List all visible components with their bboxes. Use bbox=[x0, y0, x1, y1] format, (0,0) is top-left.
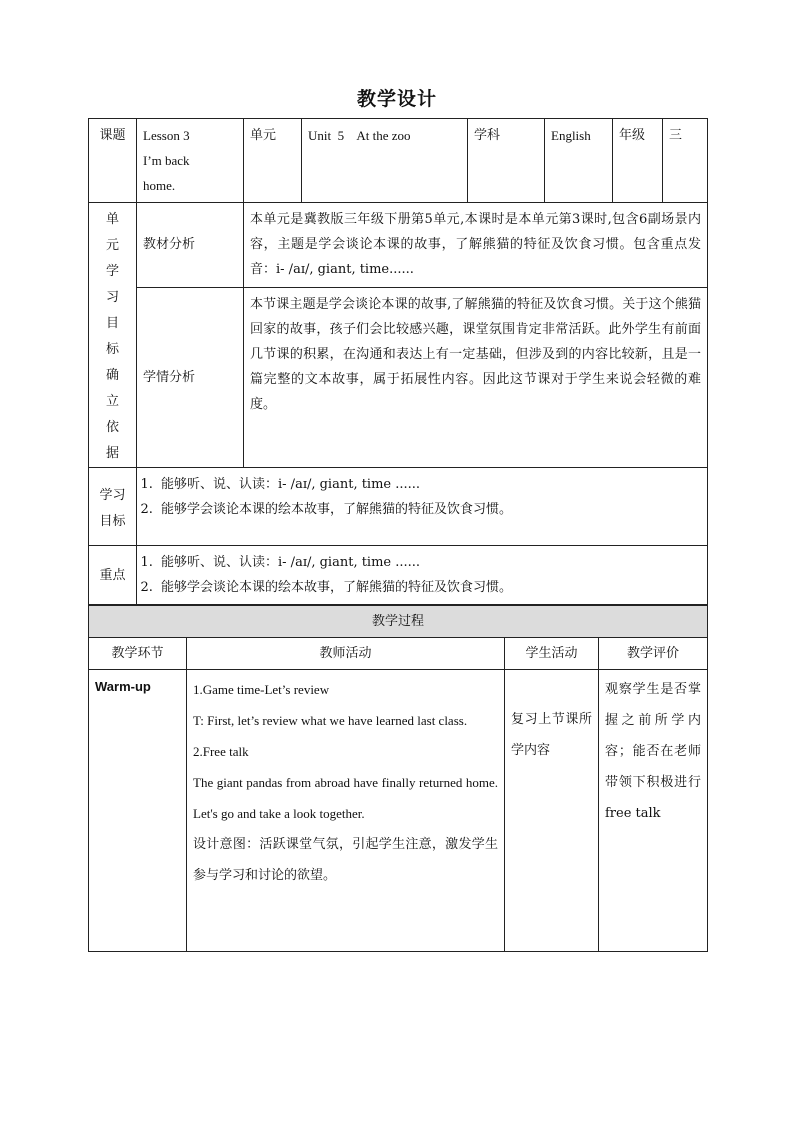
key-point-item: 1. 能够听、说、认读：i- /aɪ/, giant, time ...... bbox=[157, 550, 701, 575]
lesson-label: 课题 bbox=[89, 119, 137, 203]
student-analysis-text: 本节课主题是学会谈论本课的故事,了解熊猫的特征及饮食习惯。关于这个熊猫回家的故事，孩子们会比较感兴趣，课堂氛围肯定非常活跃。此外学生有前面几节课的积累，在沟通和表达上有一定基础，但涉及到的内容比较新，且是一篇完整的文本故事，属于拓展性内容。因此这节课对于学生来说会轻微的难度。 bbox=[244, 287, 708, 467]
teacher-line: 1.Game time-Let’s review bbox=[193, 682, 330, 697]
side-char: 单 bbox=[105, 212, 119, 227]
table-row bbox=[89, 670, 708, 952]
side-char: 依 bbox=[105, 420, 119, 435]
side-char: 学 bbox=[105, 264, 119, 279]
process-header: 教学过程 bbox=[89, 606, 708, 638]
objective-item: 1. 能够听、说、认读：i- /aɪ/, giant, time ...... bbox=[157, 472, 701, 497]
grade-label: 年级 bbox=[613, 119, 663, 203]
stage-cell: Warm-up bbox=[89, 670, 187, 952]
side-char: 习 bbox=[105, 290, 119, 305]
student-activity-cell: 复习上节课所学内容 bbox=[505, 670, 599, 952]
side-char: 元 bbox=[105, 238, 119, 253]
column-header-evaluation: 教学评价 bbox=[599, 638, 708, 670]
unit-value: Unit 5 At the zoo bbox=[302, 119, 468, 203]
evaluation-cell: 观察学生是否掌握之前所学内容；能否在老师带领下积极进行 free talk bbox=[599, 670, 708, 952]
lesson-line: Lesson 3 bbox=[143, 128, 190, 143]
teacher-line: 设计意图：活跃课堂气氛，引起学生注意，激发学生参与学习和讨论的欲望。 bbox=[193, 837, 498, 883]
side-char: 据 bbox=[105, 446, 119, 461]
key-points-label: 重点 bbox=[89, 546, 137, 605]
objectives-label-part: 目标 bbox=[99, 513, 126, 529]
column-header-teacher: 教师活动 bbox=[187, 638, 505, 670]
teaching-process-table bbox=[88, 605, 708, 952]
lesson-line: home. bbox=[143, 178, 176, 193]
side-char: 目 bbox=[105, 316, 119, 331]
side-char: 立 bbox=[105, 394, 119, 409]
key-point-item: 2. 能够学会谈论本课的绘本故事，了解熊猫的特征及饮食习惯。 bbox=[157, 575, 701, 600]
lesson-value bbox=[137, 119, 244, 203]
subject-label: 学科 bbox=[468, 119, 545, 203]
student-analysis-label: 学情分析 bbox=[137, 287, 244, 467]
unit-goal-side-label bbox=[89, 203, 137, 468]
side-char: 确 bbox=[105, 368, 119, 383]
teacher-activity-cell bbox=[187, 670, 505, 952]
side-char: 标 bbox=[105, 342, 119, 357]
objectives-label bbox=[89, 468, 137, 546]
teacher-line: T: First, let’s review what we have learned last class. bbox=[193, 713, 468, 728]
unit-label: 单元 bbox=[244, 119, 302, 203]
column-header-student: 学生活动 bbox=[505, 638, 599, 670]
subject-value: English bbox=[545, 119, 613, 203]
lesson-info-table bbox=[88, 118, 708, 632]
lesson-line: I’m back bbox=[143, 153, 190, 168]
grade-value: 三 bbox=[663, 119, 708, 203]
teacher-line: The giant pandas from abroad have finally returned home. Let's go and take a look together. bbox=[193, 775, 498, 821]
objective-item: 2. 能够学会谈论本课的绘本故事，了解熊猫的特征及饮食习惯。 bbox=[157, 497, 701, 522]
key-points-content bbox=[137, 546, 708, 605]
document-title: 教学设计 bbox=[356, 88, 437, 110]
material-analysis-label: 教材分析 bbox=[137, 203, 244, 288]
material-analysis-text: 本单元是冀教版三年级下册第5单元,本课时是本单元第3课时,包含6副场景内容，主题是学会谈论本课的故事，了解熊猫的特征及饮食习惯。包含重点发音：i- /aɪ/, giant, time...... bbox=[244, 203, 708, 288]
objectives-content bbox=[137, 468, 708, 546]
teacher-line: 2.Free talk bbox=[193, 744, 249, 759]
column-header-stage: 教学环节 bbox=[89, 638, 187, 670]
objectives-label-part: 学习 bbox=[99, 487, 126, 503]
